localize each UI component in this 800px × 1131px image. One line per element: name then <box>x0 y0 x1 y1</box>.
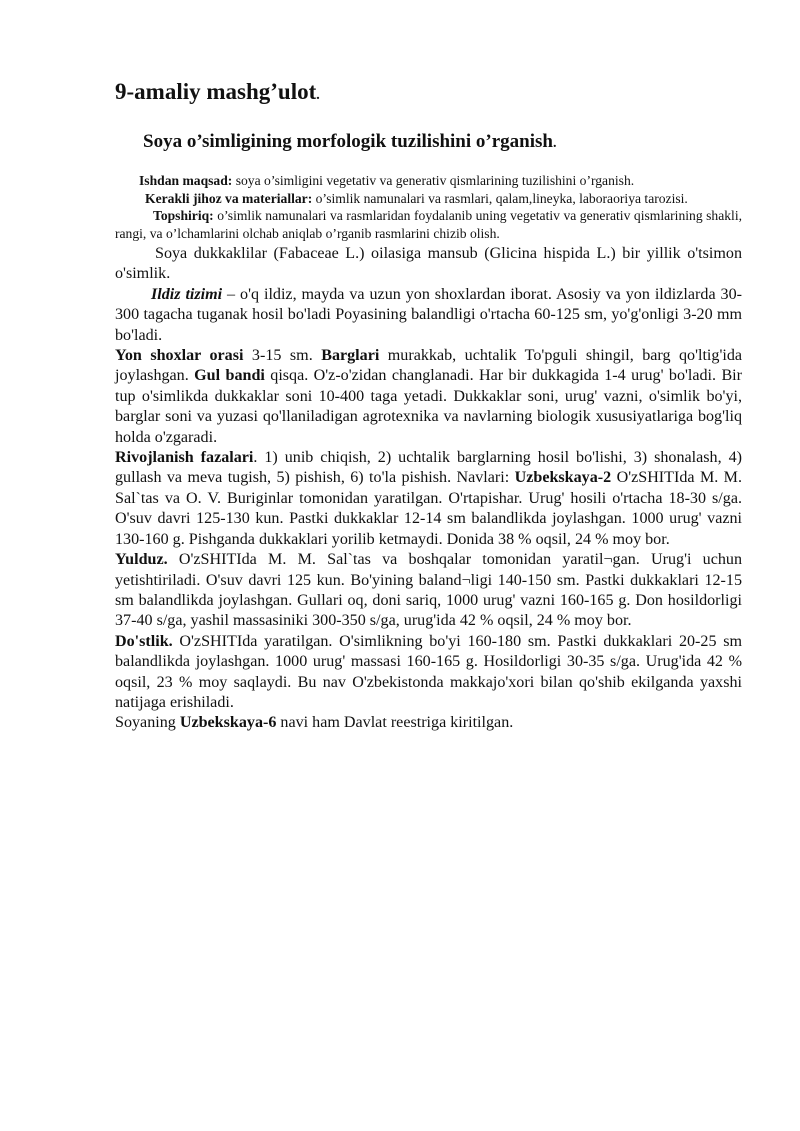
page-subtitle <box>143 128 742 158</box>
equipment-paragraph <box>115 190 742 208</box>
variety-uzbekskaya-2-text: O'zSHITIda M. M. Sal`tas va O. V. Buriginlar tomonidan yaratilgan. O'rtapishar. Urug' hosili o'rtacha 18-30 s/ga. O'suv davri 125-130 kun. Pastki dukkaklar 12-14 sm balandlikda joylashgan. 1000 urug' vazni 130-160 g. Pishganda dukkaklari yorilib ketmaydi. Donida 38 % oqsil, 24 % moy bor. <box>115 469 742 548</box>
aim-paragraph <box>115 172 742 190</box>
flower-stalk-label: Gul bandi <box>194 367 265 385</box>
equipment-label: Kerakli jihoz va materiallar: <box>145 190 313 206</box>
dostlik-paragraph <box>115 632 742 714</box>
yulduz-paragraph <box>115 550 742 632</box>
root-system-text: – o'q ildiz, mayda va uzun yon shoxlardan iborat. Asosiy va yon ildizlarda 30-300 tagacha tuganak hosil bo'ladi Poyasining balandligi o'rtacha 60-125 sm, yo'g'onligi 3-20 mm bo'ladi. <box>115 285 742 344</box>
variety-dostlik-label: Do'stlik. <box>115 632 173 650</box>
subtitle-dot: . <box>552 136 557 151</box>
flower-stalk-text: qisqa. O'z-o'zidan changlanadi. Har bir dukkagida 1-4 urug' bo'ladi. Bir tup o'simlikda dukkaklar soni 10-400 taga yetadi. Dukkaklar soni, urug' vazni, o'simlik bo'yi, barglar soni va yuzasi qo'llaniladigan agrotexnika va navlarning biologik xususiyatlariga bog'liq holda o'zgaradi. <box>115 367 743 446</box>
variety-yulduz-text: O'zSHITIda M. M. Sal`tas va boshqalar tomonidan yaratil¬gan. Urug'i uchun yetishtiriladi. O'suv davri 125 kun. Bo'yining baland¬ligi 140-150 sm. Pastki dukkaklari 12-15 sm balandlikda joylashgan. Gullari oq, doni sariq, 1000 urug' vazni 160-165 g. Don hosildorligi 37-40 s/ga, yashil massasiniki 300-350 s/ga, urug'ida 42 % oqsil, 24 % moy bor. <box>115 551 742 630</box>
leaves-label: Barglari <box>321 347 380 365</box>
branches-paragraph <box>115 346 742 448</box>
root-system-paragraph <box>115 285 742 346</box>
task-label: Topshiriq: <box>153 208 214 223</box>
variety-yulduz-label: Yulduz. <box>115 551 168 569</box>
branches-text: 3-15 sm. <box>243 347 322 365</box>
document-page <box>115 76 742 734</box>
variety-uzbekskaya-2-label: Uzbekskaya-2 <box>514 469 612 487</box>
subtitle-text: Soya o’simligining morfologik tuzilishini o’rganish <box>143 131 553 152</box>
soyaning-text-start: Soyaning <box>115 714 180 732</box>
aim-text: soya o’simligini vegetativ va generativ qismlarining tuzilishini o’rganish. <box>232 173 635 188</box>
task-paragraph <box>115 207 742 242</box>
variety-dostlik-text: O'zSHITIda yaratilgan. O'simlikning bo'yi 160-180 sm. Pastki dukkaklari 20-25 sm balandlikda joylashgan. 1000 urug' massasi 160-165 g. Hosildorligi 30-35 s/ga. Urug'ida 42 % oqsil, 23 % moy saqlaydi. Bu nav O'zbekistonda makkajo'xori bilan qo'shib ekilganda yaxshi natijaga erishiladi. <box>115 632 742 711</box>
aim-label: Ishdan maqsad: <box>139 173 233 188</box>
variety-uzbekskaya-6-label: Uzbekskaya-6 <box>179 714 277 732</box>
phases-text: . 1) unib chiqish, 2) uchtalik barglarning hosil bo'lishi, 3) shonalash, 4) gullash va meva tugish, 5) pishish, 6) to'la pishish. Navlari: <box>115 449 742 487</box>
task-text: o’simlik namunalari va rasmlaridan foydalanib uning vegetativ va generativ qismlarining shakli, rangi, va o’lchamlarini olchab aniqlab o’rganib rasmlarini chizib olish. <box>115 208 742 241</box>
soya-intro-paragraph: Soya dukkaklilar (Fabaceae L.) oilasiga mansub (Glicina hispida L.) bir yillik o'tsimon o'simlik. <box>115 245 742 283</box>
equipment-text: o’simlik namunalari va rasmlari, qalam,lineyka, laboraoriya tarozisi. <box>312 190 688 206</box>
phases-label: Rivojlanish fazalari <box>115 449 254 467</box>
page-title <box>115 76 742 112</box>
title-dot: . <box>316 88 320 103</box>
soyaning-paragraph <box>115 713 742 733</box>
leaves-text: murakkab, uchtalik To'pguli shingil, barg qo'ltig'ida joylashgan. <box>115 347 743 385</box>
root-system-label: Ildiz tizimi <box>151 285 223 303</box>
phases-paragraph <box>115 448 742 550</box>
soyaning-text-end: navi ham Davlat reestriga kiritilgan. <box>276 714 514 732</box>
title-text: 9-amaliy mashg’ulot <box>115 79 317 104</box>
branches-label: Yon shoxlar orasi <box>115 347 244 365</box>
